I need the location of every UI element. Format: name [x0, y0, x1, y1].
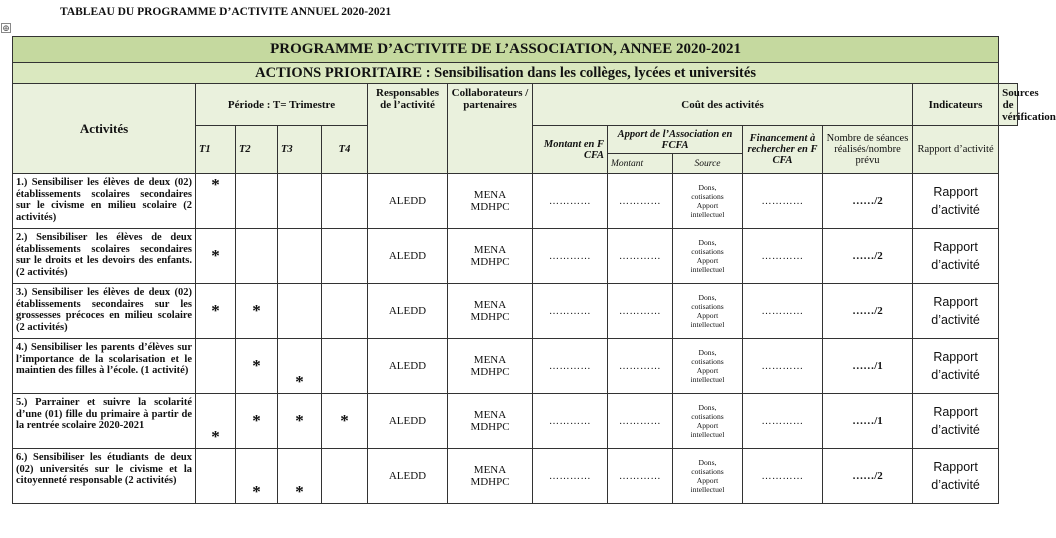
- t1-mark: *: [196, 174, 236, 229]
- t3-mark: *: [278, 339, 322, 394]
- source-line: Dons,: [698, 238, 717, 247]
- t4-mark: [322, 284, 368, 339]
- verification-line: d’activité: [931, 313, 980, 327]
- header-rapport-activite: Rapport d’activité: [913, 126, 999, 174]
- apport-montant-cell: …………: [608, 174, 673, 229]
- indicateur-cell: ……/2: [823, 229, 913, 284]
- header-t2: T2: [236, 126, 278, 174]
- financement-cell: …………: [743, 394, 823, 449]
- activity-text: 6.) Sensibiliser les étudiants de deux (02) universités sur le civisme et la citoyenneté responsable (2 activités): [13, 449, 196, 504]
- header-t1: T1: [196, 126, 236, 174]
- t2-mark: [236, 229, 278, 284]
- t1-mark: *: [196, 284, 236, 339]
- t4-mark: [322, 339, 368, 394]
- verification-line: d’activité: [931, 258, 980, 272]
- verification-line: Rapport: [933, 405, 978, 419]
- indicateur-cell: ……/2: [823, 284, 913, 339]
- apport-montant-cell: …………: [608, 229, 673, 284]
- header-cout: Coût des activités: [533, 84, 913, 126]
- collaborator-mdhpc: MDHPC: [470, 421, 510, 433]
- header-apport: Apport de l’Association en FCFA: [608, 126, 743, 154]
- source-line: intellectuel: [690, 430, 725, 439]
- priority-actions-line: ACTIONS PRIORITAIRE : Sensibilisation dans les collèges, lycées et universités: [13, 63, 999, 84]
- montant-cell: …………: [533, 339, 608, 394]
- source-cell: [673, 284, 743, 339]
- financement-cell: …………: [743, 174, 823, 229]
- t2-mark: *: [236, 339, 278, 394]
- collaborator-mena: MENA: [473, 464, 507, 476]
- montant-cell: …………: [533, 229, 608, 284]
- source-line: Dons,: [698, 458, 717, 467]
- document-title: TABLEAU DU PROGRAMME D’ACTIVITE ANNUEL 2020-2021: [60, 6, 392, 18]
- source-line: cotisations: [691, 302, 724, 311]
- source-cell: [673, 174, 743, 229]
- collaborator-mena: MENA: [473, 189, 507, 201]
- collaborator-mdhpc: MDHPC: [470, 311, 510, 323]
- activity-text: 1.) Sensibiliser les élèves de deux (02) établissements scolaires secondaires sur le civisme en milieu scolaire (2 activités): [13, 174, 196, 229]
- indicateur-cell: ……/1: [823, 339, 913, 394]
- montant-cell: …………: [533, 284, 608, 339]
- source-line: Apport: [696, 201, 719, 210]
- montant-cell: …………: [533, 394, 608, 449]
- apport-montant-cell: …………: [608, 449, 673, 504]
- collaborator-mena: MENA: [473, 409, 507, 421]
- source-line: cotisations: [691, 412, 724, 421]
- financement-cell: …………: [743, 449, 823, 504]
- source-line: intellectuel: [690, 210, 725, 219]
- t3-mark: *: [278, 449, 322, 504]
- source-line: intellectuel: [690, 265, 725, 274]
- t1-mark: [196, 339, 236, 394]
- header-sources-verification: Sources de vérification: [999, 84, 1018, 126]
- activity-text: 3.) Sensibiliser les élèves de deux (02) établissements secondaires sur les grossesses précoces en milieu scolaire (2 activités): [13, 284, 196, 339]
- t3-mark: *: [278, 394, 322, 449]
- header-collaborateurs: Collaborateurs / partenaires: [448, 84, 533, 174]
- table-row: [13, 394, 1018, 449]
- collaborateurs-cell: [448, 174, 533, 229]
- apport-montant-cell: …………: [608, 339, 673, 394]
- source-line: Dons,: [698, 403, 717, 412]
- responsable-cell: ALEDD: [368, 229, 448, 284]
- financement-cell: …………: [743, 284, 823, 339]
- header-t4: T4: [322, 126, 368, 174]
- verification-line: Rapport: [933, 185, 978, 199]
- montant-cell: …………: [533, 174, 608, 229]
- collaborateurs-cell: [448, 449, 533, 504]
- responsable-cell: ALEDD: [368, 449, 448, 504]
- montant-cell: …………: [533, 449, 608, 504]
- collaborateurs-cell: [448, 229, 533, 284]
- collaborator-mdhpc: MDHPC: [470, 201, 510, 213]
- verification-cell: [913, 284, 999, 339]
- source-line: Apport: [696, 256, 719, 265]
- responsable-cell: ALEDD: [368, 394, 448, 449]
- source-cell: [673, 229, 743, 284]
- source-line: Apport: [696, 476, 719, 485]
- source-cell: [673, 394, 743, 449]
- t1-mark: *: [196, 229, 236, 284]
- verification-cell: [913, 174, 999, 229]
- header-t3: T3: [278, 126, 322, 174]
- verification-line: d’activité: [931, 423, 980, 437]
- activity-rows: [13, 174, 1018, 504]
- source-line: Apport: [696, 366, 719, 375]
- t1-mark: *: [196, 394, 236, 449]
- collaborator-mena: MENA: [473, 244, 507, 256]
- source-cell: [673, 449, 743, 504]
- indicateur-cell: ……/1: [823, 394, 913, 449]
- collaborator-mena: MENA: [473, 354, 507, 366]
- t2-mark: [236, 174, 278, 229]
- t4-mark: [322, 449, 368, 504]
- header-responsables: Responsables de l’activité: [368, 84, 448, 174]
- program-table: [12, 36, 1056, 504]
- source-line: intellectuel: [690, 320, 725, 329]
- header-periode: Période : T= Trimestre: [196, 84, 368, 126]
- indicateur-cell: ……/2: [823, 449, 913, 504]
- verification-cell: [913, 229, 999, 284]
- source-line: cotisations: [691, 247, 724, 256]
- responsable-cell: ALEDD: [368, 284, 448, 339]
- verification-line: d’activité: [931, 203, 980, 217]
- financement-cell: …………: [743, 229, 823, 284]
- table-row: [13, 449, 1018, 504]
- t2-mark: *: [236, 394, 278, 449]
- t3-mark: [278, 229, 322, 284]
- activity-text: 4.) Sensibiliser les parents d’élèves sur l’importance de la scolarisation et le maintien des filles à l’école. (1 activité): [13, 339, 196, 394]
- source-line: Dons,: [698, 183, 717, 192]
- t4-mark: [322, 174, 368, 229]
- verification-line: d’activité: [931, 368, 980, 382]
- activity-text: 5.) Parrainer et suivre la scolarité d’une (01) fille du primaire à partir de la rentrée scolaire 2020-2021: [13, 394, 196, 449]
- responsable-cell: ALEDD: [368, 174, 448, 229]
- source-line: cotisations: [691, 357, 724, 366]
- collaborateurs-cell: [448, 394, 533, 449]
- source-line: intellectuel: [690, 485, 725, 494]
- t1-mark: [196, 449, 236, 504]
- t4-mark: [322, 229, 368, 284]
- indicateur-cell: ……/2: [823, 174, 913, 229]
- t3-mark: [278, 174, 322, 229]
- header-montant: Montant: [608, 154, 673, 174]
- verification-cell: [913, 339, 999, 394]
- source-line: intellectuel: [690, 375, 725, 384]
- table-row: [13, 339, 1018, 394]
- responsable-cell: ALEDD: [368, 339, 448, 394]
- verification-line: d’activité: [931, 478, 980, 492]
- header-financement: Financement à rechercher en F CFA: [743, 126, 823, 174]
- collaborator-mena: MENA: [473, 299, 507, 311]
- table-row: [13, 284, 1018, 339]
- header-source: Source: [673, 154, 743, 174]
- verification-cell: [913, 449, 999, 504]
- verification-line: Rapport: [933, 460, 978, 474]
- source-line: Apport: [696, 311, 719, 320]
- collaborator-mdhpc: MDHPC: [470, 256, 510, 268]
- header-montant-fcfa: Montant en F CFA: [533, 126, 608, 174]
- table-row: [13, 174, 1018, 229]
- verification-line: Rapport: [933, 295, 978, 309]
- source-line: cotisations: [691, 192, 724, 201]
- t2-mark: *: [236, 449, 278, 504]
- source-line: cotisations: [691, 467, 724, 476]
- collaborator-mdhpc: MDHPC: [470, 476, 510, 488]
- table-move-handle-icon[interactable]: ⊕: [2, 23, 10, 33]
- program-title: PROGRAMME D’ACTIVITE DE L’ASSOCIATION, ANNEE 2020-2021: [13, 37, 999, 63]
- table-row: [13, 229, 1018, 284]
- verification-line: Rapport: [933, 350, 978, 364]
- source-line: Dons,: [698, 348, 717, 357]
- source-line: Dons,: [698, 293, 717, 302]
- header-indicateur-detail: Nombre de séances réalisés/nombre prévu: [823, 126, 913, 174]
- verification-cell: [913, 394, 999, 449]
- collaborateurs-cell: [448, 284, 533, 339]
- financement-cell: …………: [743, 339, 823, 394]
- activity-text: 2.) Sensibiliser les élèves de deux établissements scolaires secondaires sur le droits et les devoirs des enfants. (2 activités): [13, 229, 196, 284]
- apport-montant-cell: …………: [608, 284, 673, 339]
- apport-montant-cell: …………: [608, 394, 673, 449]
- t4-mark: *: [322, 394, 368, 449]
- source-cell: [673, 339, 743, 394]
- source-line: Apport: [696, 421, 719, 430]
- collaborator-mdhpc: MDHPC: [470, 366, 510, 378]
- header-activites: Activités: [13, 84, 196, 174]
- t2-mark: *: [236, 284, 278, 339]
- verification-line: Rapport: [933, 240, 978, 254]
- t3-mark: [278, 284, 322, 339]
- header-indicateurs: Indicateurs: [913, 84, 999, 126]
- collaborateurs-cell: [448, 339, 533, 394]
